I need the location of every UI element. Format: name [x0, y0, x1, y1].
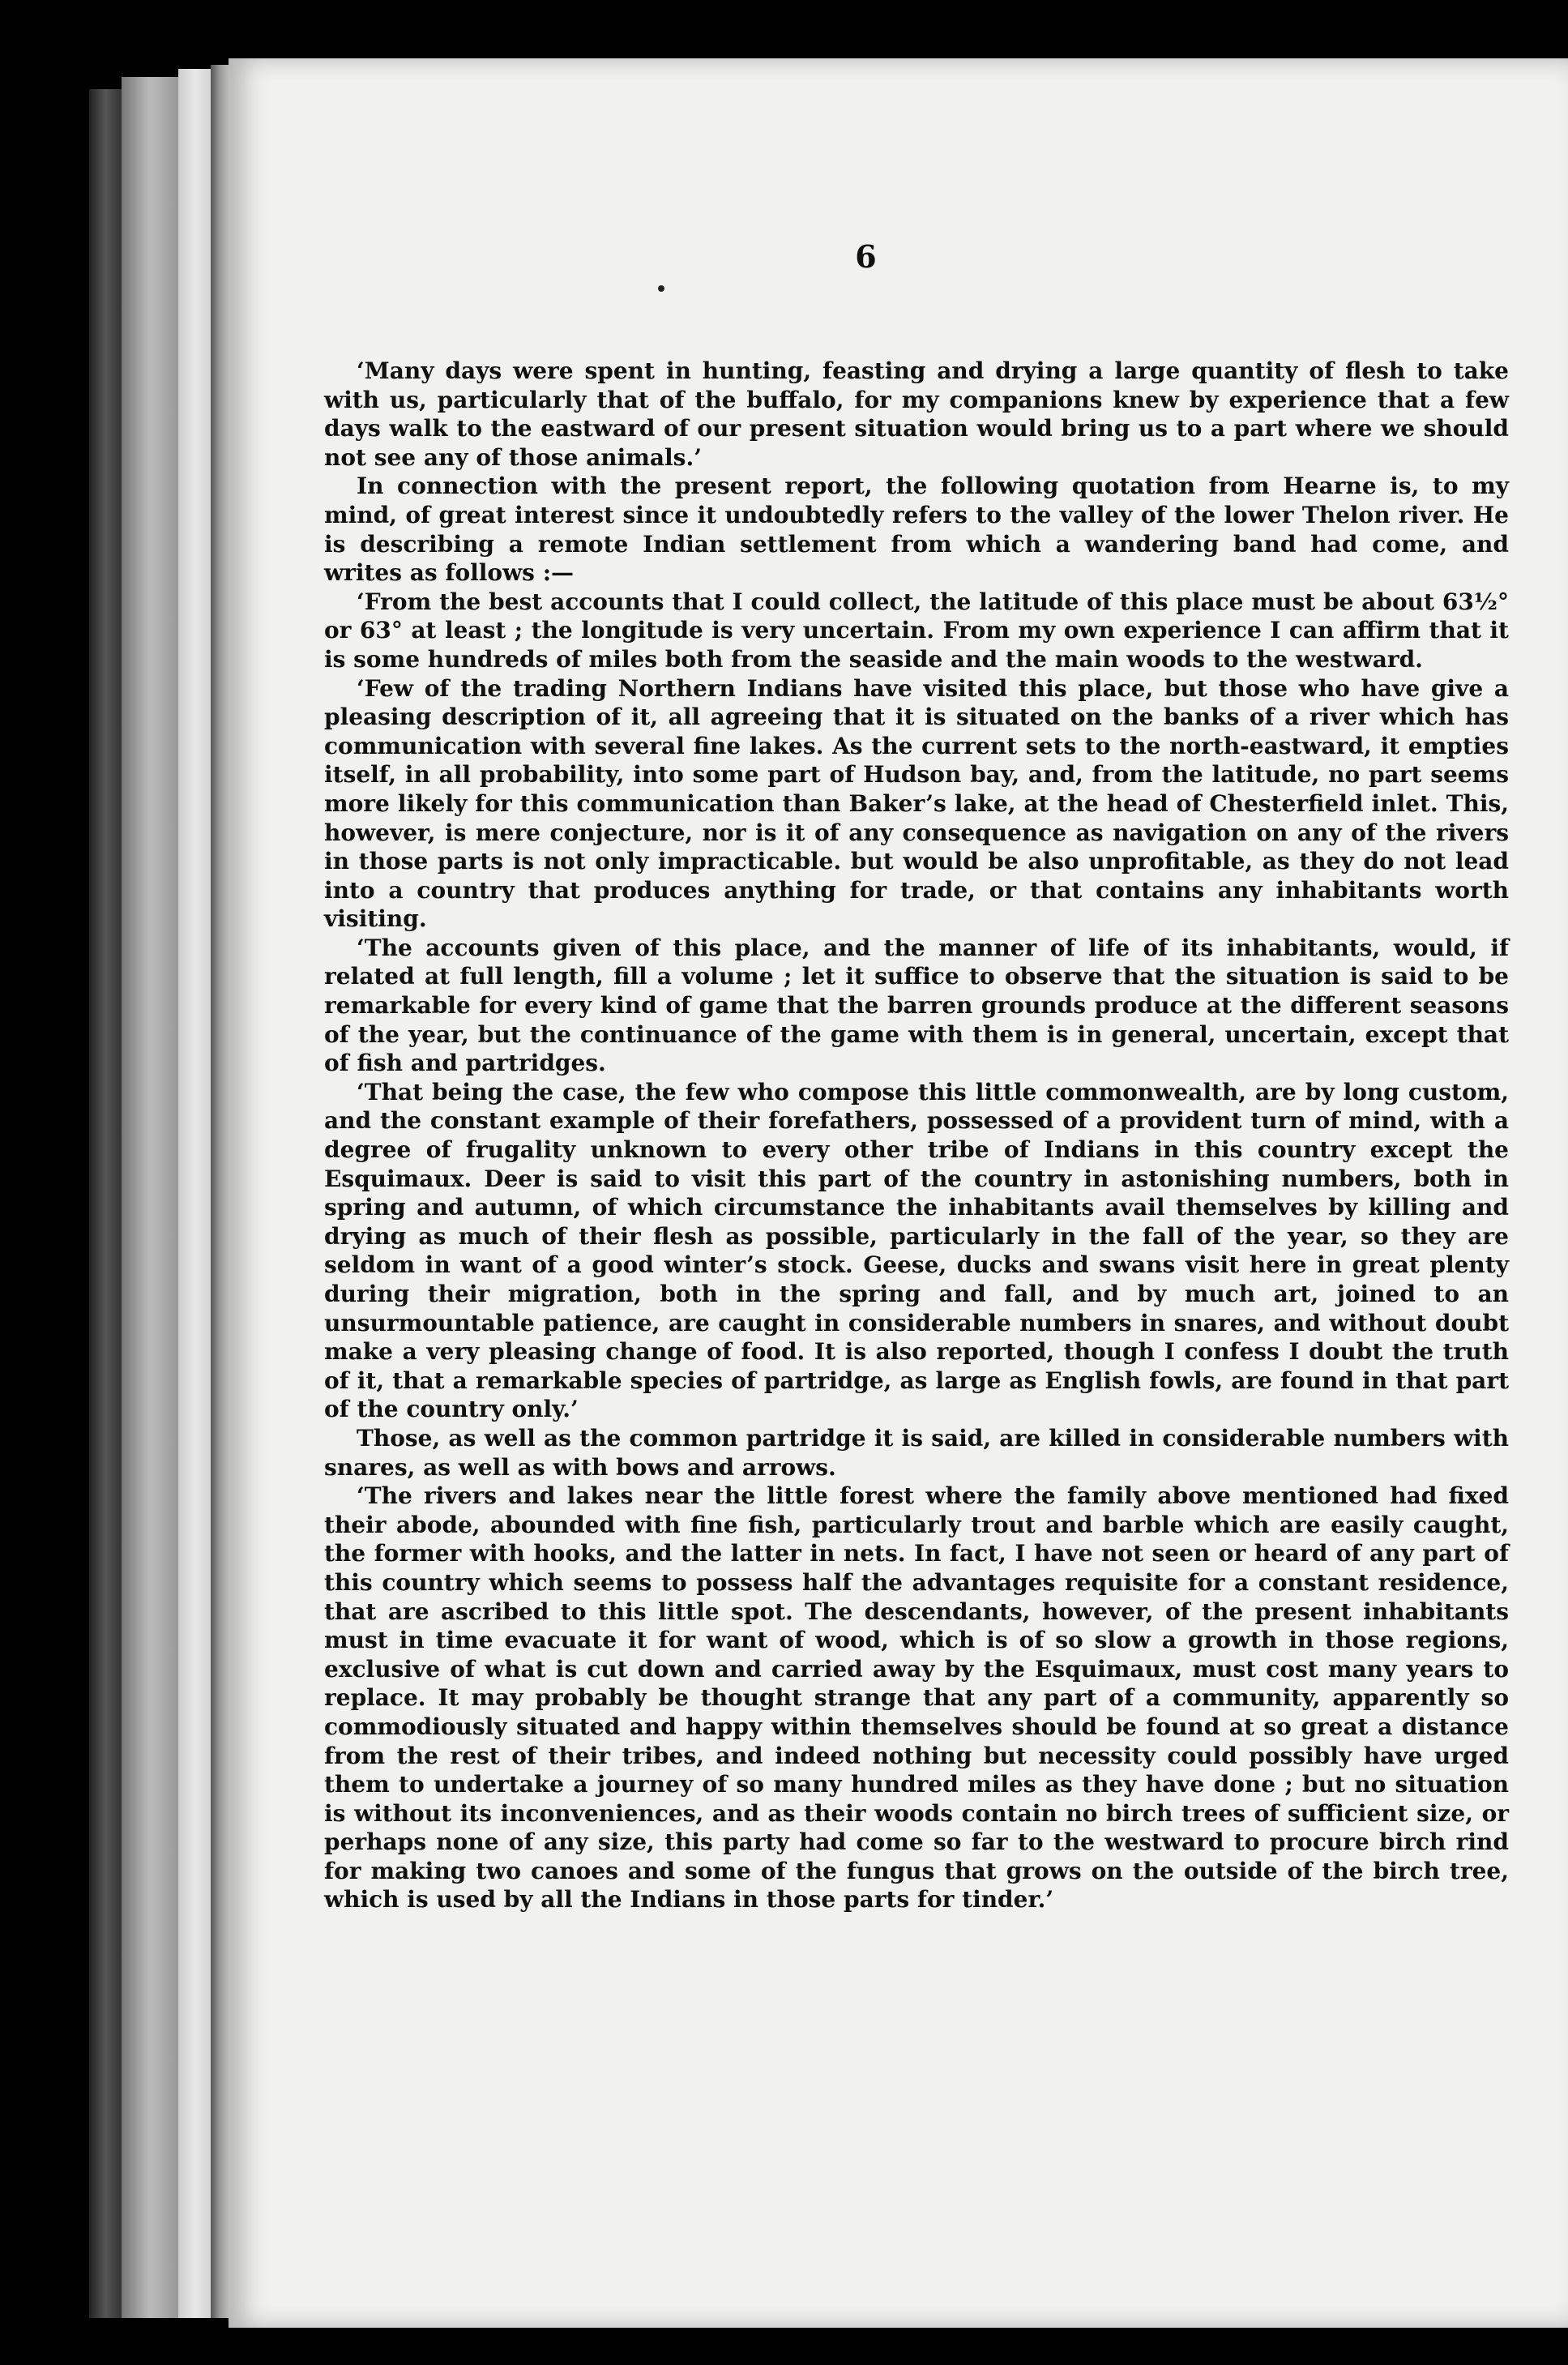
paragraph: In connection with the present report, the following quotation from Hearne is, to my mind, of great interest since it undoubtedly refers to the valley of the lower Thelon river. He is describing a remote Indian settlement from which a wandering band had come, and writes as follows :—: [324, 473, 1509, 587]
paragraph: Those, as well as the common partridge it is said, are killed in considerable numbers with snares, as well as with bows and arrows.: [324, 1424, 1509, 1481]
page-edge: [89, 89, 122, 2318]
paragraph: ‘The accounts given of this place, and the manner of life of its inhabitants, would, if related at full length, fill a volume ; let it suffice to observe that the situation is said to be remarkable for every kind of game that the barren grounds produce at the different seasons of the year, but the continuance of the game with them is in general, uncertain, except that of fish and partridges.: [324, 934, 1509, 1077]
paragraph: ‘Many days were spent in hunting, feasting and drying a large quantity of flesh to take with us, particularly that of the buffalo, for my companions knew by experience that a few days walk to the eastward of our present situation would bring us to a part where we should not see any of those animals.’: [324, 357, 1509, 471]
page-edge: [122, 77, 178, 2318]
paragraph: ‘The rivers and lakes near the little forest where the family above mentioned had fixed their abode, abounded with fine fish, particularly trout and barble which are easily caught, the former with hooks, and the latter in nets. In fact, I have not seen or heard of any part of this country which seems to possess half the advantages requisite for a constant residence, that are ascribed to this little spot. The descendants, however, of the present inhabitants must in time evacuate it for want of wood, which is of so slow a growth in those regions, exclusive of what is cut down and carried away by the Esquimaux, must cost many years to replace. It may probably be thought strange that any part of a community, apparently so commodiously situated and happy within themselves should be found at so great a distance from the rest of their tribes, and indeed nothing but necessity could possibly have urged them to undertake a journey of so many hundred miles as they have done ; but no situation is without its inconveniences, and as their woods contain no birch trees of sufficient size, or perhaps none of any size, this party had come so far to the westward to procure birch rind for making two canoes and some of the fungus that grows on the outside of the birch tree, which is used by all the Indians in those parts for tinder.’: [324, 1482, 1509, 1914]
ink-speck: [658, 285, 664, 292]
paragraph: ‘That being the case, the few who compose this little commonwealth, are by long custom, and the constant example of their forefathers, possessed of a provident turn of mind, with a degree of frugality unknown to every other tribe of Indians in this country except the Esquimaux. Deer is said to visit this part of the country in astonishing numbers, both in spring and autumn, of which circumstance the inhabitants avail themselves by killing and drying as much of their flesh as possible, particularly in the fall of the year, so they are seldom in want of a good winter’s stock. Geese, ducks and swans visit here in great plenty during their migration, both in the spring and fall, and by much art, joined to an unsurmountable patience, are caught in considerable numbers in snares, and without doubt make a very pleasing change of food. It is also reported, though I confess I doubt the truth of it, that a remarkable species of partridge, as large as English fowls, are found in that part of the country only.’: [324, 1078, 1509, 1423]
page-edge: [178, 69, 211, 2318]
paragraph: ‘Few of the trading Northern Indians have visited this place, but those who have give a pleasing description of it, all agreeing that it is situated on the banks of a river which has communication with several fine lakes. As the current sets to the north-eastward, it empties itself, in all probability, into some part of Hudson bay, and, from the latitude, no part seems more likely for this communication than Baker’s lake, at the head of Chesterfield inlet. This, however, is mere conjecture, nor is it of any consequence as navigation on any of the rivers in those parts is not only impracticable. but would be also unprofitable, as they do not lead into a country that produces anything for trade, or that contains any inhabitants worth visiting.: [324, 674, 1509, 933]
body-text: [324, 357, 1509, 1914]
page-edge: [211, 65, 229, 2318]
page-number: 6: [855, 238, 877, 275]
document-page: [229, 58, 1568, 2328]
paragraph: ‘From the best accounts that I could collect, the latitude of this place must be about 63½° or 63° at least ; the longitude is very uncertain. From my own experience I can affirm that it is some hundreds of miles both from the seaside and the main woods to the westward.: [324, 588, 1509, 673]
